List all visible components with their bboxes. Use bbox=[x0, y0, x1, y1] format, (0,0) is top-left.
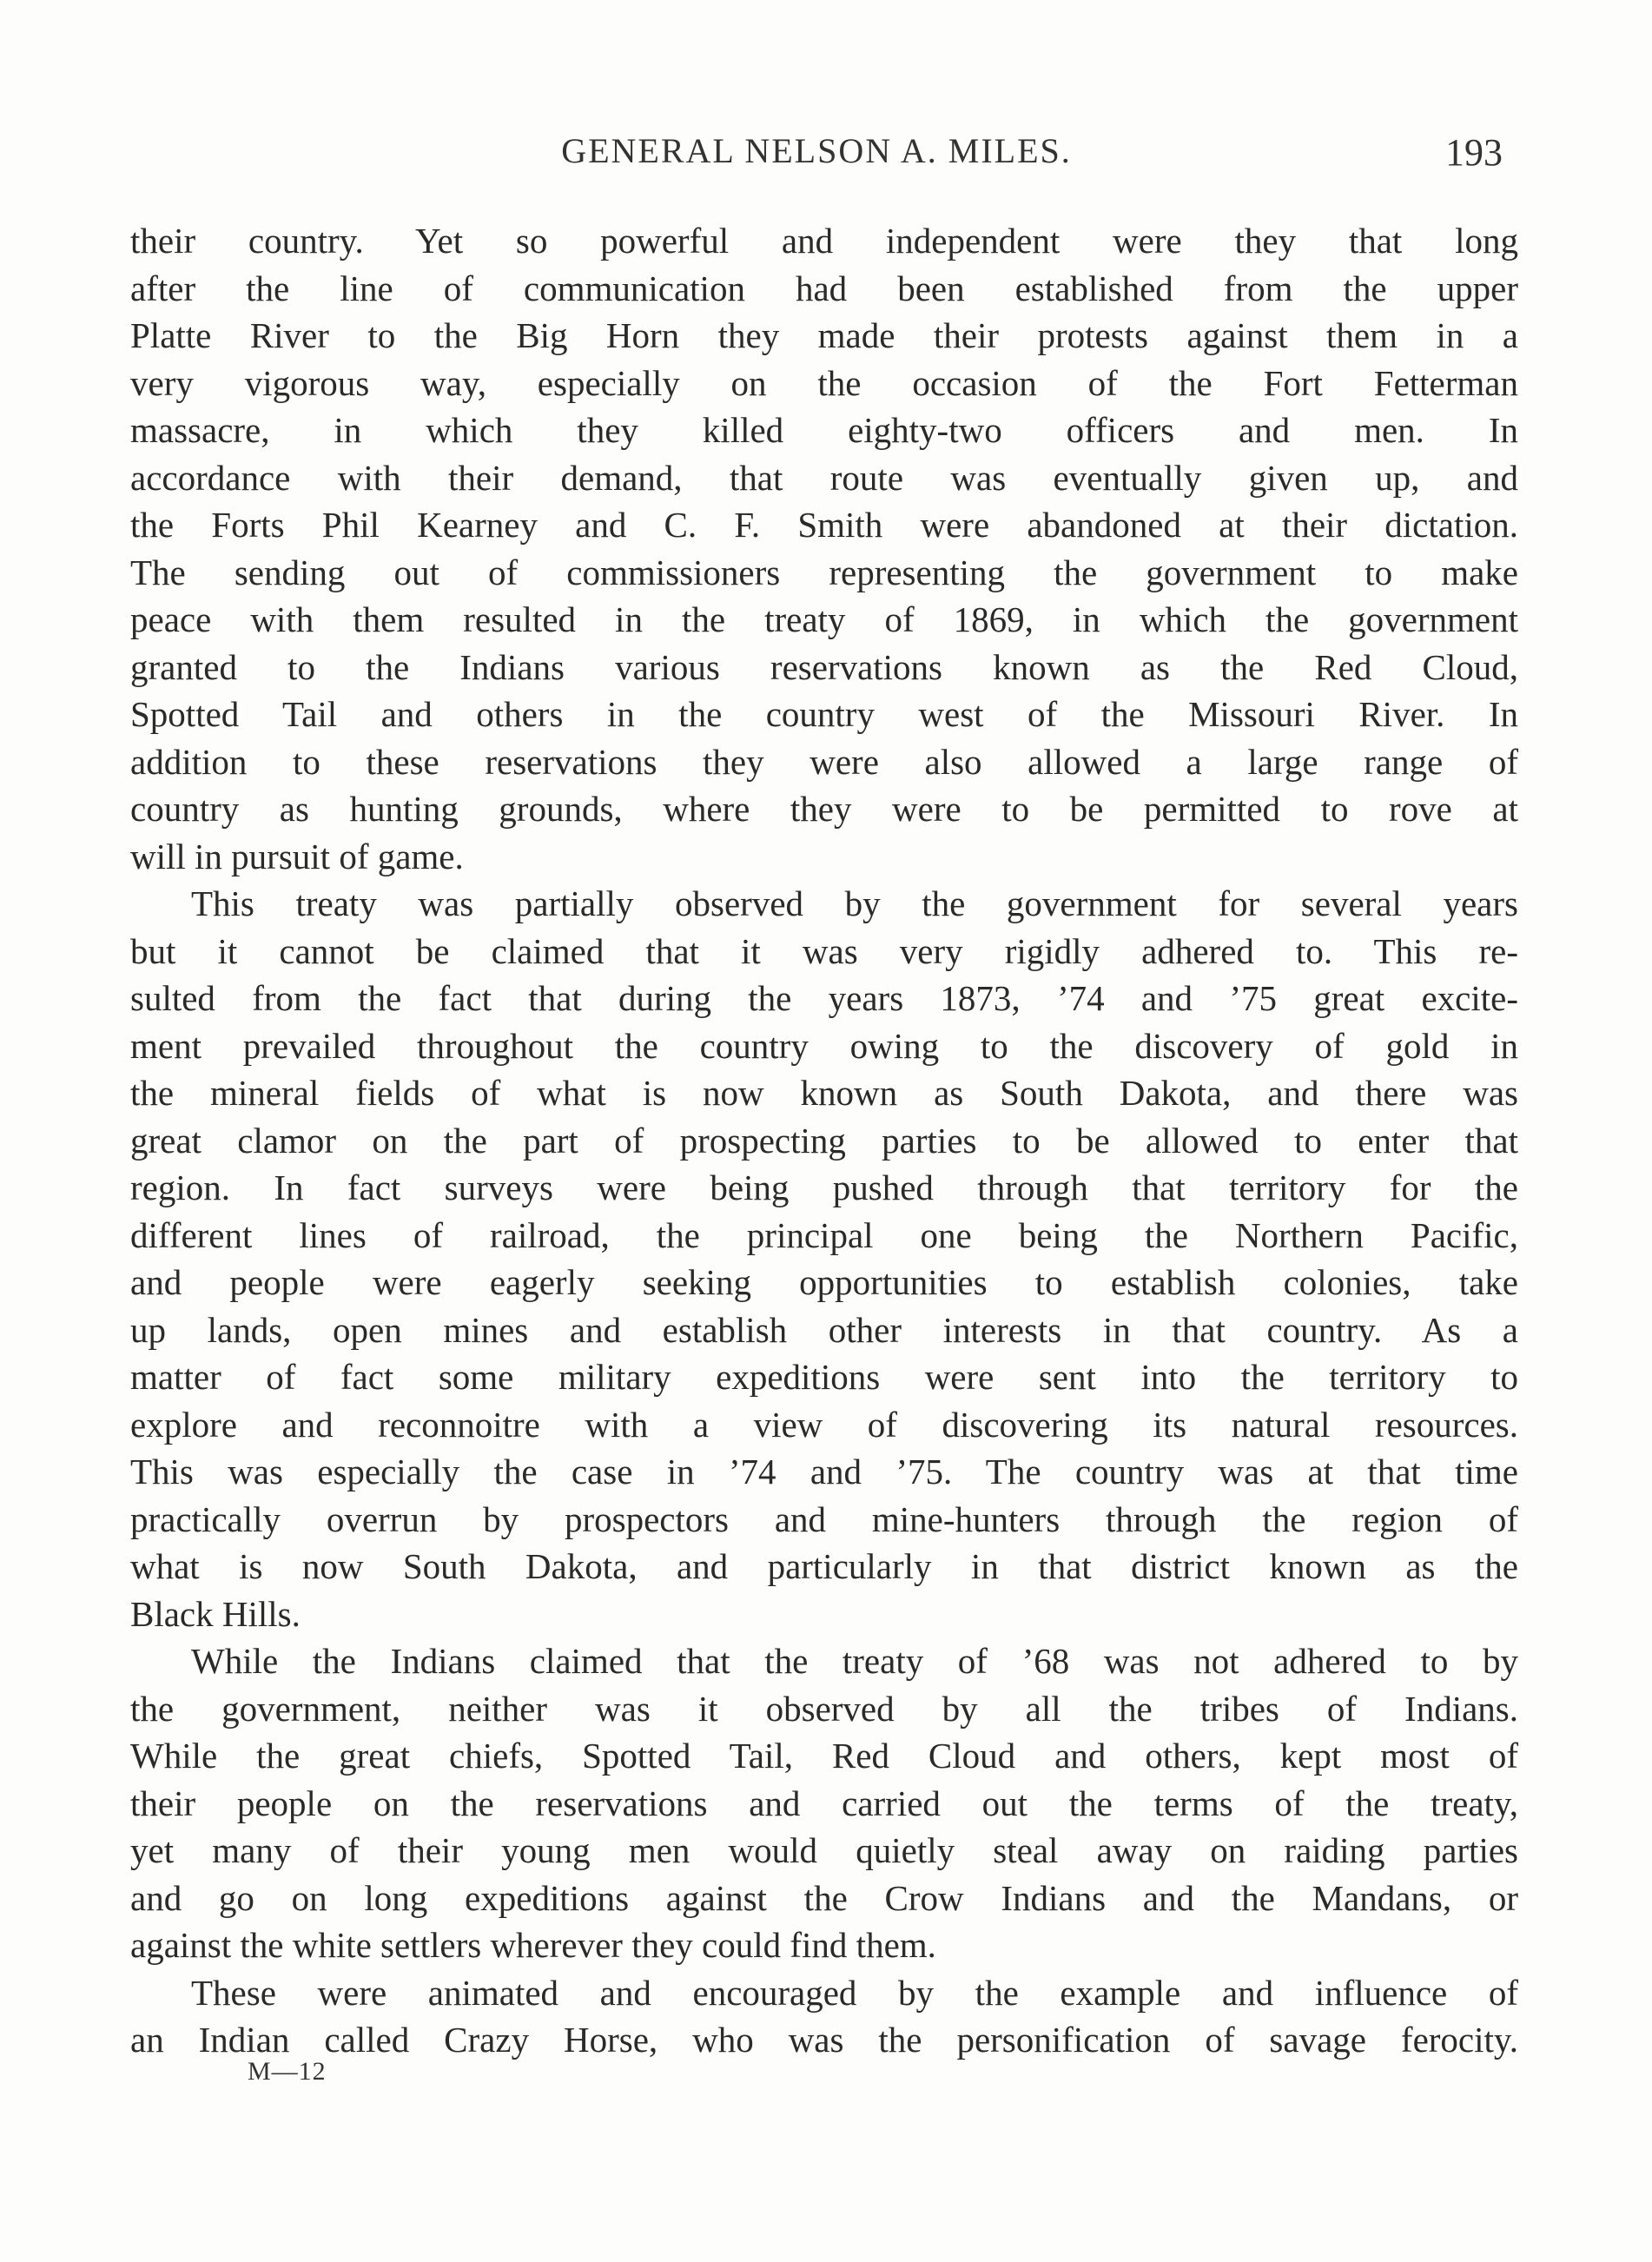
text-line: against the white settlers wherever they could find them. bbox=[130, 1925, 936, 1965]
text-line: Platte River to the Big Horn they made their protests against them in a bbox=[130, 315, 1518, 355]
text-line: massacre, in which they killed eighty-two officers and men. In bbox=[130, 410, 1518, 450]
text-line: explore and reconnoitre with a view of discovering its natural resources. bbox=[130, 1404, 1518, 1445]
text-line: Black Hills. bbox=[130, 1593, 301, 1634]
text-line: peace with them resulted in the treaty of 1869, in which the government bbox=[130, 599, 1518, 639]
text-line: what is now South Dakota, and particularly in that district known as the bbox=[130, 1546, 1518, 1586]
text-line: the Forts Phil Kearney and C. F. Smith were abandoned at their dictation. bbox=[130, 505, 1518, 545]
text-line: their people on the reservations and carried out the terms of the treaty, bbox=[130, 1782, 1518, 1823]
text-line: The sending out of commissioners representing the government to make bbox=[130, 552, 1518, 592]
text-line: and people were eagerly seeking opportunities to establish colonies, take bbox=[130, 1262, 1518, 1302]
text-line: matter of fact some military expeditions were sent into the territory to bbox=[130, 1357, 1518, 1397]
text-line: the mineral fields of what is now known as South Dakota, and there was bbox=[130, 1073, 1518, 1113]
text-line: the government, neither was it observed by all the tribes of Indians. bbox=[130, 1688, 1518, 1729]
text-line: different lines of railroad, the principal one being the Northern Pacific, bbox=[130, 1214, 1518, 1255]
text-line: very vigorous way, especially on the occasion of the Fort Fetterman bbox=[130, 362, 1518, 403]
paragraph bbox=[130, 217, 1518, 880]
text-line: great clamor on the part of prospecting parties to be allowed to enter that bbox=[130, 1120, 1518, 1161]
text-line: addition to these reservations they were also allowed a large range of bbox=[130, 741, 1518, 782]
text-line: These were animated and encouraged by the example and influence of bbox=[191, 1972, 1518, 2013]
text-line: While the Indians claimed that the treaty of ’68 was not adhered to by bbox=[191, 1641, 1518, 1681]
text-line: after the line of communication had been established from the upper bbox=[130, 268, 1518, 308]
text-line: their country. Yet so powerful and independent were they that long bbox=[130, 221, 1518, 261]
paragraph bbox=[130, 1969, 1518, 2064]
body-text bbox=[130, 217, 1518, 2064]
text-line: While the great chiefs, Spotted Tail, Red Cloud and others, kept most of bbox=[130, 1736, 1518, 1776]
text-line: but it cannot be claimed that it was very rigidly adhered to. This re- bbox=[130, 930, 1518, 971]
signature-mark: M—12 bbox=[248, 2057, 327, 2086]
text-line: practically overrun by prospectors and mine-hunters through the region of bbox=[130, 1498, 1518, 1539]
text-line: This treaty was partially observed by the government for several years bbox=[191, 883, 1518, 923]
text-line: granted to the Indians various reservations known as the Red Cloud, bbox=[130, 646, 1518, 687]
text-line: Spotted Tail and others in the country west of the Missouri River. In bbox=[130, 694, 1518, 734]
text-line: and go on long expeditions against the Crow Indians and the Mandans, or bbox=[130, 1877, 1518, 1918]
text-line: sulted from the fact that during the years 1873, ’74 and ’75 great excite- bbox=[130, 978, 1518, 1018]
text-line: yet many of their young men would quietly steal away on raiding parties bbox=[130, 1830, 1518, 1870]
running-title: GENERAL NELSON A. MILES. bbox=[561, 131, 1072, 170]
page-number: 193 bbox=[1445, 131, 1503, 174]
running-head bbox=[130, 130, 1503, 174]
text-line: region. In fact surveys were being pushed through that territory for the bbox=[130, 1167, 1518, 1207]
text-line: will in pursuit of game. bbox=[130, 836, 464, 876]
text-line: ment prevailed throughout the country owing to the discovery of gold in bbox=[130, 1025, 1518, 1066]
text-line: an Indian called Crazy Horse, who was the personification of savage ferocity. bbox=[130, 2020, 1518, 2060]
paragraph bbox=[130, 880, 1518, 1637]
text-line: country as hunting grounds, where they were to be permitted to rove at bbox=[130, 789, 1518, 829]
paragraph bbox=[130, 1637, 1518, 1969]
text-line: This was especially the case in ’74 and ’75. The country was at that time bbox=[130, 1452, 1518, 1491]
text-line: up lands, open mines and establish other interests in that country. As a bbox=[130, 1309, 1518, 1350]
text-line: accordance with their demand, that route was eventually given up, and bbox=[130, 457, 1518, 498]
